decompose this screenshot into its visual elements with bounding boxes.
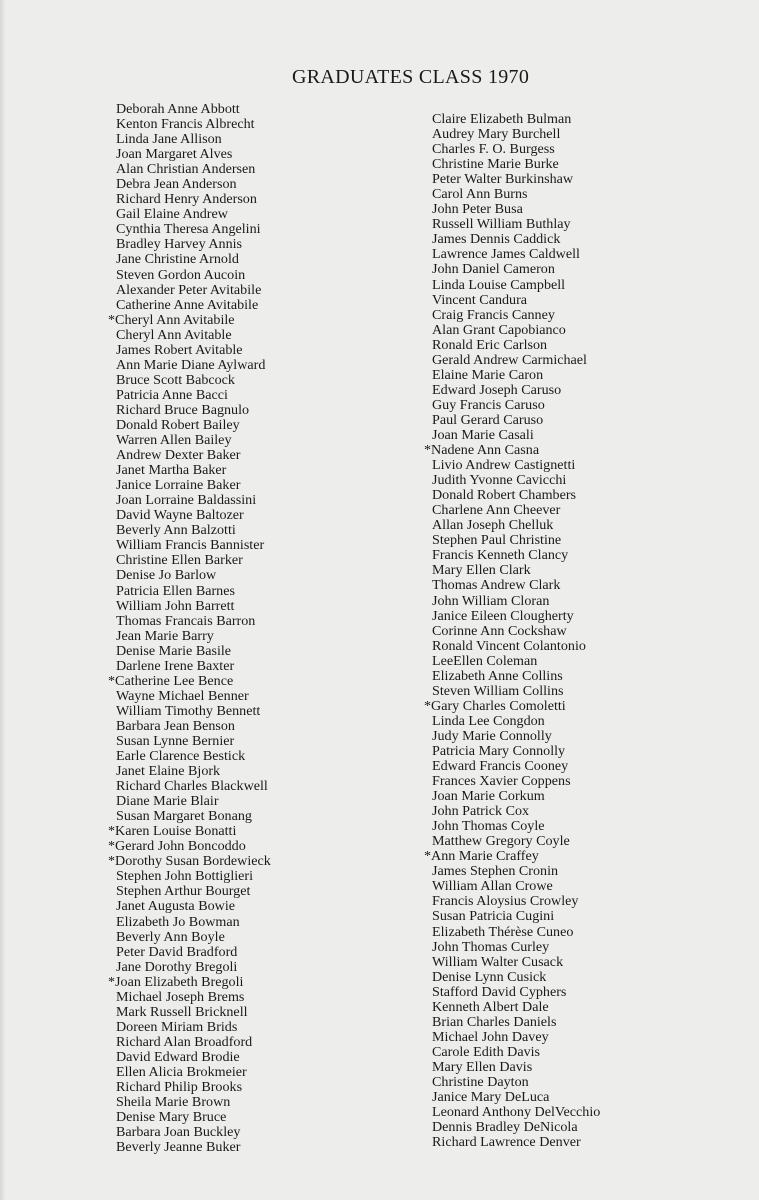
graduate-name: Livio Andrew Castignetti bbox=[432, 457, 576, 474]
graduate-name: Charlene Ann Cheever bbox=[432, 502, 561, 519]
graduate-name: Beverly Jeanne Buker bbox=[116, 1139, 241, 1156]
graduate-name: Janice Lorraine Baker bbox=[116, 477, 241, 494]
graduate-name: Susan Margaret Bonang bbox=[116, 808, 252, 825]
page-edge bbox=[0, 0, 6, 1200]
graduate-name: Deborah Anne Abbott bbox=[116, 101, 240, 117]
graduate-name: Edward Francis Cooney bbox=[432, 758, 569, 775]
graduate-name: Matthew Gregory Coyle bbox=[432, 833, 570, 850]
graduate-name: William Timothy Bennett bbox=[116, 702, 261, 719]
graduate-name: Darlene Irene Baxter bbox=[116, 657, 235, 674]
graduate-name: Mary Ellen Davis bbox=[432, 1058, 533, 1075]
graduate-name: Barbara Jean Benson bbox=[116, 717, 235, 734]
graduate-name: Linda Jane Allison bbox=[116, 131, 222, 148]
graduate-name: Denise Marie Basile bbox=[116, 642, 232, 659]
graduate-name: *Gary Charles Comoletti bbox=[424, 697, 566, 714]
graduate-name: Donald Robert Chambers bbox=[432, 487, 577, 504]
graduate-name: Michael John Davey bbox=[432, 1028, 549, 1045]
graduate-name: Russell William Buthlay bbox=[432, 216, 571, 233]
graduate-name: Janet Augusta Bowie bbox=[116, 898, 235, 915]
graduate-name: Richard Charles Blackwell bbox=[116, 778, 268, 795]
graduate-name: Thomas Andrew Clark bbox=[432, 577, 561, 594]
graduate-name: Mary Ellen Clark bbox=[432, 562, 531, 579]
graduate-name: *Gerard John Boncoddo bbox=[108, 838, 246, 855]
graduate-name: Judy Marie Connolly bbox=[432, 727, 552, 744]
graduate-name: Susan Patricia Cugini bbox=[432, 908, 555, 925]
graduate-name: John Thomas Curley bbox=[432, 938, 550, 955]
graduate-name: Guy Francis Caruso bbox=[432, 396, 545, 413]
graduate-name: Janice Mary DeLuca bbox=[432, 1089, 550, 1106]
graduate-name: Francis Kenneth Clancy bbox=[432, 547, 569, 564]
graduate-name: Janet Elaine Bjork bbox=[116, 763, 221, 780]
graduate-name: Ellen Alicia Brokmeier bbox=[116, 1064, 247, 1080]
graduate-name: John Thomas Coyle bbox=[432, 818, 545, 835]
graduate-name: Donald Robert Bailey bbox=[116, 416, 240, 433]
graduate-name: Allan Joseph Chelluk bbox=[432, 517, 554, 534]
graduate-name: *Joan Elizabeth Bregoli bbox=[108, 973, 244, 990]
graduate-name: Claire Elizabeth Bulman bbox=[432, 111, 572, 127]
graduate-name: Cynthia Theresa Angelini bbox=[116, 221, 261, 238]
graduate-name: Steven Gordon Aucoin bbox=[116, 266, 246, 283]
graduate-name: James Robert Avitable bbox=[116, 341, 243, 358]
graduate-name: Leonard Anthony DelVecchio bbox=[432, 1104, 601, 1121]
graduate-name: Frances Xavier Coppens bbox=[432, 773, 571, 790]
graduate-name: Elizabeth Anne Collins bbox=[432, 667, 563, 684]
graduate-name: Gail Elaine Andrew bbox=[116, 206, 228, 223]
graduate-name: Diane Marie Blair bbox=[116, 793, 219, 810]
graduate-name: John Peter Busa bbox=[432, 201, 523, 218]
graduate-name: Beverly Ann Boyle bbox=[116, 928, 225, 945]
graduate-name: Stephen Arthur Bourget bbox=[116, 883, 251, 900]
graduate-name: Beverly Ann Balzotti bbox=[116, 522, 236, 539]
graduate-name: Elizabeth Jo Bowman bbox=[116, 913, 240, 930]
graduate-name: Brian Charles Daniels bbox=[432, 1013, 557, 1030]
graduate-name: Christine Dayton bbox=[432, 1074, 529, 1090]
page-title: GRADUATES CLASS 1970 bbox=[292, 66, 530, 88]
graduate-name: William John Barrett bbox=[116, 597, 235, 614]
graduate-name: Christine Marie Burke bbox=[432, 156, 559, 173]
graduate-name: Ronald Eric Carlson bbox=[432, 336, 548, 353]
graduate-name: Sheila Marie Brown bbox=[116, 1094, 231, 1111]
graduate-name: Elizabeth Thérèse Cuneo bbox=[432, 923, 574, 940]
graduate-name: David Edward Brodie bbox=[116, 1048, 240, 1065]
graduates-list-left bbox=[108, 101, 271, 1156]
graduate-name: Thomas Francais Barron bbox=[116, 612, 256, 629]
graduate-name: Jean Marie Barry bbox=[116, 627, 214, 644]
graduate-name: *Ann Marie Craffey bbox=[424, 848, 539, 865]
graduate-name: William Walter Cusack bbox=[432, 953, 564, 970]
graduate-name: Richard Lawrence Denver bbox=[432, 1134, 581, 1151]
graduate-name: Barbara Joan Buckley bbox=[116, 1124, 241, 1141]
graduate-name: Craig Francis Canney bbox=[432, 306, 555, 323]
graduate-name: Peter Walter Burkinshaw bbox=[432, 171, 574, 188]
graduate-name: Earle Clarence Bestick bbox=[116, 748, 246, 765]
graduate-name: Denise Lynn Cusick bbox=[432, 968, 547, 985]
graduate-name: Patricia Anne Bacci bbox=[116, 386, 228, 403]
graduate-name: Lawrence James Caldwell bbox=[432, 246, 580, 263]
graduate-name: Ann Marie Diane Aylward bbox=[116, 356, 266, 373]
graduate-name: Denise Mary Bruce bbox=[116, 1109, 227, 1126]
graduate-name: Joan Lorraine Baldassini bbox=[116, 492, 257, 509]
graduate-name: Joan Marie Casali bbox=[432, 426, 534, 443]
graduate-name: Francis Aloysius Crowley bbox=[432, 893, 579, 910]
graduates-list-right bbox=[424, 111, 601, 1151]
graduate-name: Vincent Candura bbox=[432, 291, 528, 308]
graduate-name: *Catherine Lee Bence bbox=[108, 672, 234, 689]
graduate-name: Kenton Francis Albrecht bbox=[116, 116, 255, 133]
graduate-name: Patricia Ellen Barnes bbox=[116, 582, 235, 599]
graduate-name: Stafford David Cyphers bbox=[432, 983, 567, 1000]
graduate-name: Jane Christine Arnold bbox=[116, 251, 239, 268]
graduate-name: Bradley Harvey Annis bbox=[116, 236, 243, 253]
graduate-name: Linda Louise Campbell bbox=[432, 276, 566, 293]
graduate-name: Linda Lee Congdon bbox=[432, 712, 545, 729]
graduate-name: James Dennis Caddick bbox=[432, 231, 561, 248]
graduate-name: Susan Lynne Bernier bbox=[116, 732, 235, 749]
graduate-name: James Stephen Cronin bbox=[432, 863, 559, 880]
graduate-name: Carole Edith Davis bbox=[432, 1043, 541, 1060]
graduate-name: *Dorothy Susan Bordewieck bbox=[108, 853, 271, 870]
graduate-name: Patricia Mary Connolly bbox=[432, 742, 566, 759]
graduate-name: Janice Eileen Clougherty bbox=[432, 607, 574, 624]
graduate-name: *Cheryl Ann Avitabile bbox=[108, 311, 235, 328]
graduate-name: Janet Martha Baker bbox=[116, 462, 227, 479]
graduate-name: Mark Russell Bricknell bbox=[116, 1003, 248, 1020]
graduate-name: Richard Alan Broadford bbox=[116, 1033, 253, 1050]
graduate-name: Stephen John Bottiglieri bbox=[116, 868, 254, 885]
graduate-name: Corinne Ann Cockshaw bbox=[432, 622, 567, 639]
graduate-name: Judith Yvonne Cavicchi bbox=[432, 472, 567, 489]
graduate-name: Alan Grant Capobianco bbox=[432, 321, 566, 338]
graduate-name: Bruce Scott Babcock bbox=[116, 371, 235, 388]
graduate-name: Doreen Miriam Brids bbox=[116, 1018, 238, 1035]
graduate-name: Peter David Bradford bbox=[116, 943, 238, 960]
graduate-name: Joan Margaret Alves bbox=[116, 146, 233, 163]
graduate-name: Michael Joseph Brems bbox=[116, 988, 245, 1005]
graduate-name: Christine Ellen Barker bbox=[116, 552, 243, 569]
graduate-name: Kenneth Albert Dale bbox=[432, 998, 549, 1015]
graduate-name: John Patrick Cox bbox=[432, 803, 530, 820]
graduate-name: John William Cloran bbox=[432, 592, 550, 609]
graduate-name: John Daniel Cameron bbox=[432, 261, 555, 278]
graduate-name: Denise Jo Barlow bbox=[116, 567, 217, 584]
graduate-name: Stephen Paul Christine bbox=[432, 532, 562, 549]
graduate-name: Edward Joseph Caruso bbox=[432, 381, 562, 398]
graduate-name: Warren Allen Bailey bbox=[116, 432, 232, 449]
graduate-name: LeeEllen Coleman bbox=[432, 652, 538, 669]
graduate-name: Elaine Marie Caron bbox=[432, 366, 544, 383]
graduate-name: *Karen Louise Bonatti bbox=[108, 823, 237, 840]
graduate-name: Paul Gerard Caruso bbox=[432, 411, 544, 428]
graduate-name: Andrew Dexter Baker bbox=[116, 447, 241, 464]
graduate-name: Alan Christian Andersen bbox=[116, 161, 256, 178]
graduate-name: Jane Dorothy Bregoli bbox=[116, 958, 238, 975]
graduate-name: Steven William Collins bbox=[432, 682, 564, 699]
graduate-name: *Nadene Ann Casna bbox=[424, 442, 540, 459]
graduate-name: Charles F. O. Burgess bbox=[432, 141, 555, 158]
graduate-name: Richard Bruce Bagnulo bbox=[116, 401, 250, 418]
graduate-name: Debra Jean Anderson bbox=[116, 176, 237, 193]
graduate-name: Audrey Mary Burchell bbox=[432, 126, 561, 143]
graduate-name: Wayne Michael Benner bbox=[116, 687, 249, 704]
graduate-name: Cheryl Ann Avitable bbox=[116, 326, 232, 343]
graduate-name: Ronald Vincent Colantonio bbox=[432, 637, 586, 654]
graduate-name: Catherine Anne Avitabile bbox=[116, 296, 259, 313]
graduate-name: Gerald Andrew Carmichael bbox=[432, 351, 587, 368]
graduate-name: David Wayne Baltozer bbox=[116, 507, 244, 524]
graduate-name: Dennis Bradley DeNicola bbox=[432, 1119, 578, 1136]
graduate-name: Alexander Peter Avitabile bbox=[116, 281, 262, 298]
graduate-name: Joan Marie Corkum bbox=[432, 788, 545, 805]
graduate-name: Carol Ann Burns bbox=[432, 186, 528, 203]
graduate-name: William Allan Crowe bbox=[432, 878, 553, 895]
graduate-name: William Francis Bannister bbox=[116, 537, 265, 554]
graduate-name: Richard Philip Brooks bbox=[116, 1079, 243, 1096]
graduate-name: Richard Henry Anderson bbox=[116, 191, 257, 208]
